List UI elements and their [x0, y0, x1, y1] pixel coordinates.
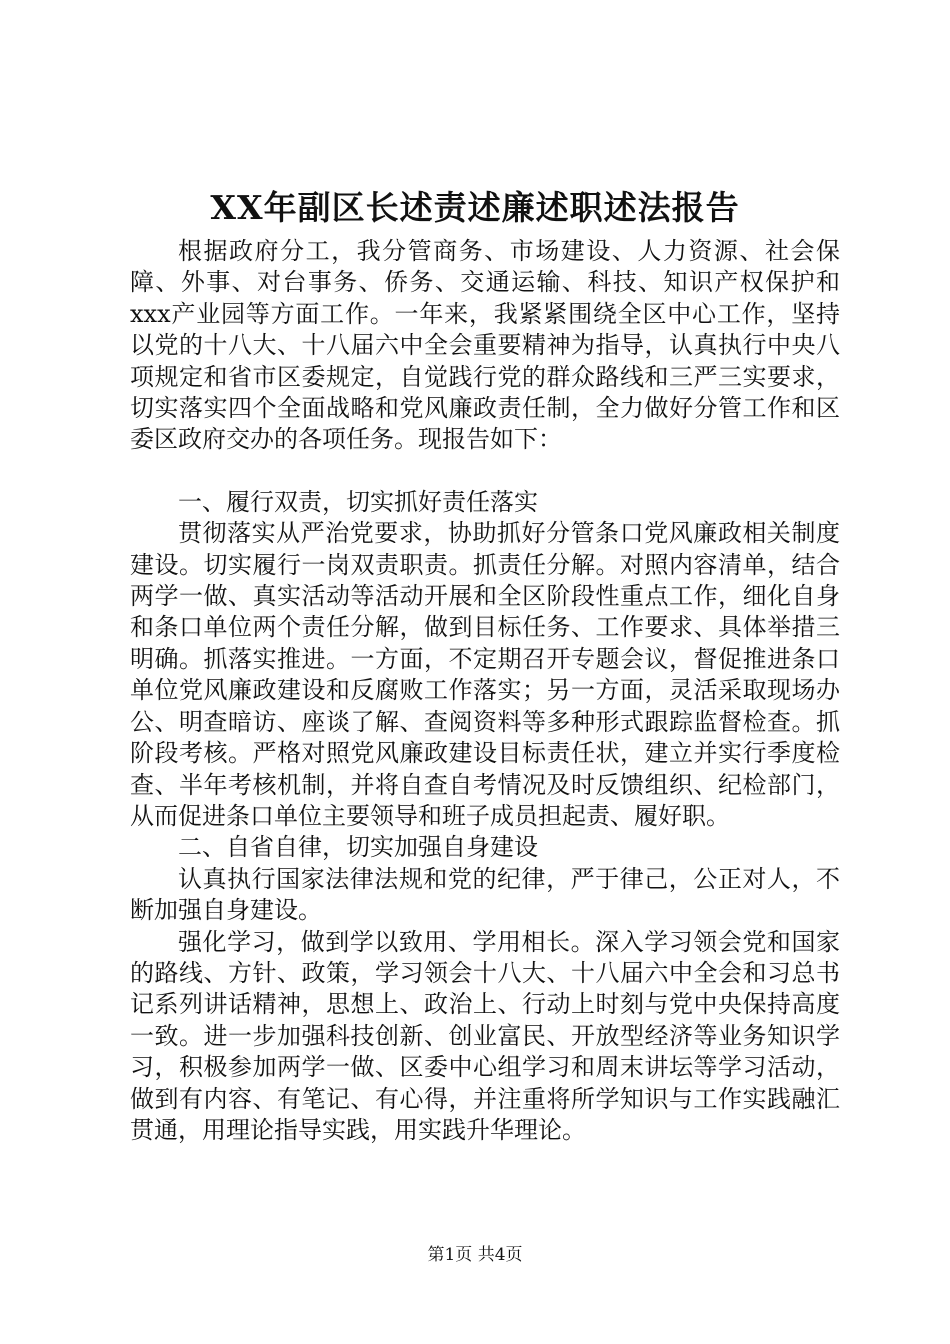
intro-paragraph: 根据政府分工，我分管商务、市场建设、人力资源、社会保障、外事、对台事务、侨务、交通运输、科技、知识产权保护和xxx产业园等方面工作。一年来，我紧紧围绕全区中心工作，坚持以党的十八大、十八届六中全会重要精神为指导，认真执行中央八项规定和省市区委规定，自觉践行党的群众路线和三严三实要求，切实落实四个全面战略和党风廉政责任制，全力做好分管工作和区委区政府交办的各项任务。现报告如下：	[130, 237, 840, 454]
section1-heading: 一、履行双责，切实抓好责任落实	[178, 487, 538, 516]
page-number-footer: 第1页 共4页	[427, 1245, 523, 1265]
section1-paragraph: 贯彻落实从严治党要求，协助抓好分管条口党风廉政相关制度建设。切实履行一岗双责职责。抓责任分解。对照内容清单，结合两学一做、真实活动等活动开展和全区阶段性重点工作，细化自身和条口单位两个责任分解，做到目标任务、工作要求、具体举措三明确。抓落实推进。一方面，不定期召开专题会议，督促推进条口单位党风廉政建设和反腐败工作落实；另一方面，灵活采取现场办公、明查暗访、座谈了解、查阅资料等多种形式跟踪监督检查。抓阶段考核。严格对照党风廉政建设目标责任状，建立并实行季度检查、半年考核机制，并将自查自考情况及时反馈组织、纪检部门，从而促进条口单位主要领导和班子成员担起责、履好职。	[130, 519, 840, 830]
paragraph-spacer	[130, 456, 840, 487]
section2-heading: 二、自省自律，切实加强自身建设	[178, 833, 538, 862]
section2-paragraph-2: 强化学习，做到学以致用、学用相长。深入学习领会党和国家的路线、方针、政策，学习领会十八大、十八届六中全会和习总书记系列讲话精神，思想上、政治上、行动上时刻与党中央保持高度一致。进一步加强科技创新、创业富民、开放型经济等业务知识学习，积极参加两学一做、区委中心组学习和周末讲坛等学习活动，做到有内容、有笔记、有心得，并注重将所学知识与工作实践融汇贯通，用理论指导实践，用实践升华理论。	[130, 927, 840, 1144]
section2-paragraph-1: 认真执行国家法律法规和党的纪律，严于律己，公正对人，不断加强自身建设。	[130, 864, 840, 925]
document-body	[130, 236, 840, 1146]
document-title: XX年副区长述责述廉述职述法报告	[210, 188, 740, 227]
